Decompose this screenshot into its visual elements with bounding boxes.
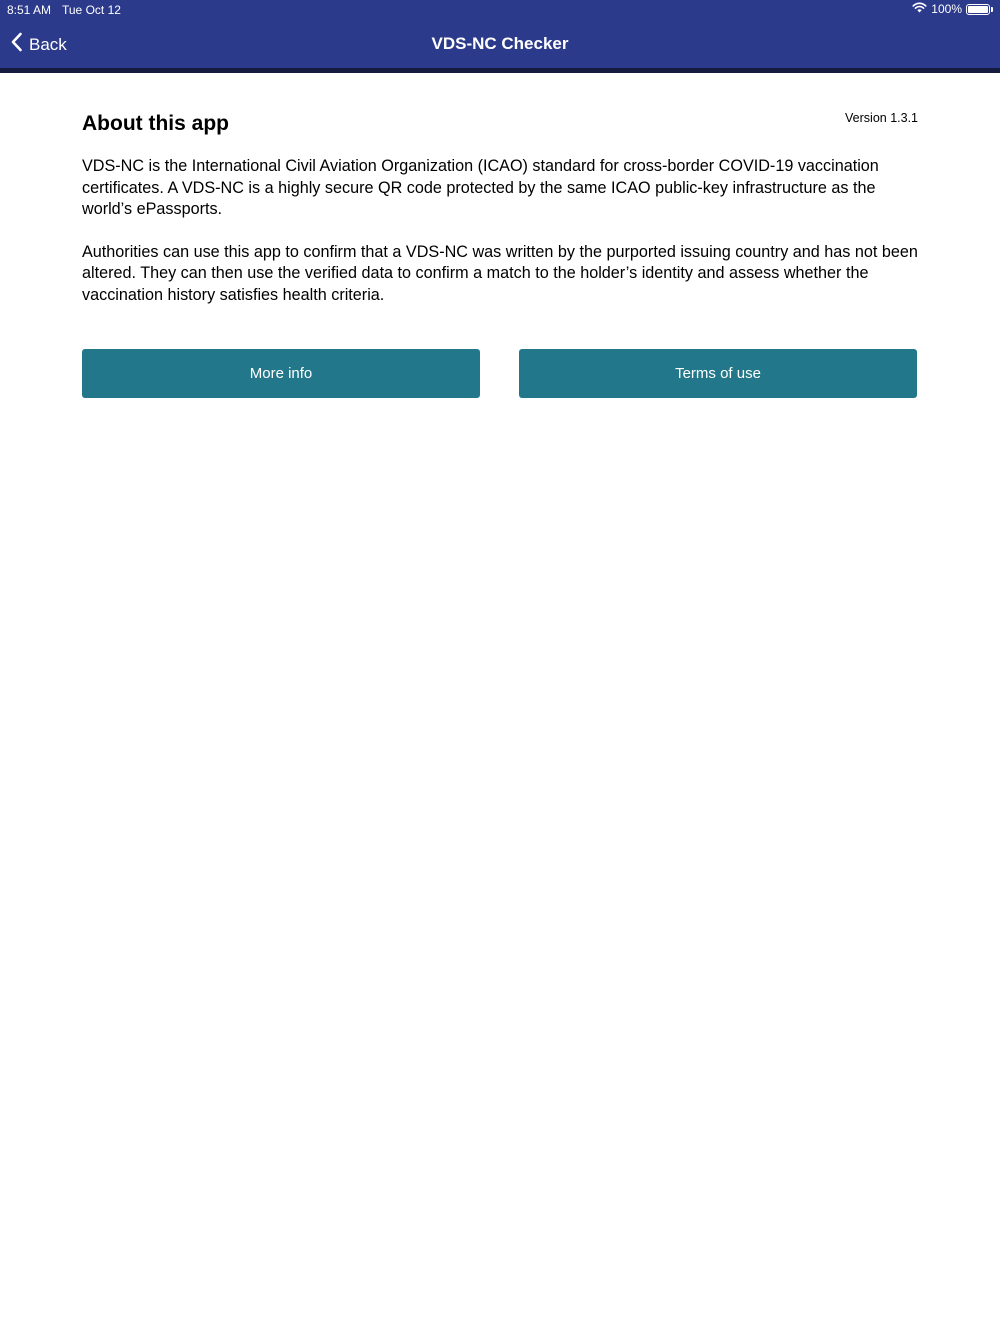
nav-title: VDS-NC Checker — [431, 34, 569, 53]
about-paragraph-1: VDS-NC is the International Civil Aviation Organization (ICAO) standard for cross-border COVID-19 vaccination certificates. A VDS-NC is a highly secure QR code protected by the same ICAO public-key infrastructure as the world’s ePassports. — [82, 157, 879, 218]
status-indicators — [912, 2, 993, 16]
back-label: Back — [29, 34, 67, 54]
status-bar — [0, 0, 1000, 22]
version-label: Version 1.3.1 — [845, 111, 918, 125]
status-date: Tue Oct 12 — [62, 3, 121, 17]
battery-icon — [966, 4, 990, 15]
page-title: About this app — [82, 112, 229, 135]
terms-of-use-button[interactable]: Terms of use — [519, 349, 917, 398]
battery-fill — [968, 6, 988, 13]
status-time: 8:51 AM — [7, 3, 52, 17]
top-bar — [0, 0, 1000, 73]
about-paragraph-2: Authorities can use this app to confirm that a VDS-NC was written by the purported issuing country and has not been altered. They can then use the verified data to confirm a match to the holder’s identity and assess whether the vaccination history satisfies health criteria. — [82, 242, 918, 304]
action-buttons — [82, 349, 918, 398]
battery-percent: 100% — [931, 2, 962, 16]
wifi-icon — [912, 2, 927, 16]
navigation-bar — [0, 22, 1000, 68]
about-section — [82, 110, 918, 382]
about-header — [82, 110, 918, 140]
more-info-button[interactable]: More info — [82, 349, 480, 398]
battery-tip — [991, 7, 993, 12]
